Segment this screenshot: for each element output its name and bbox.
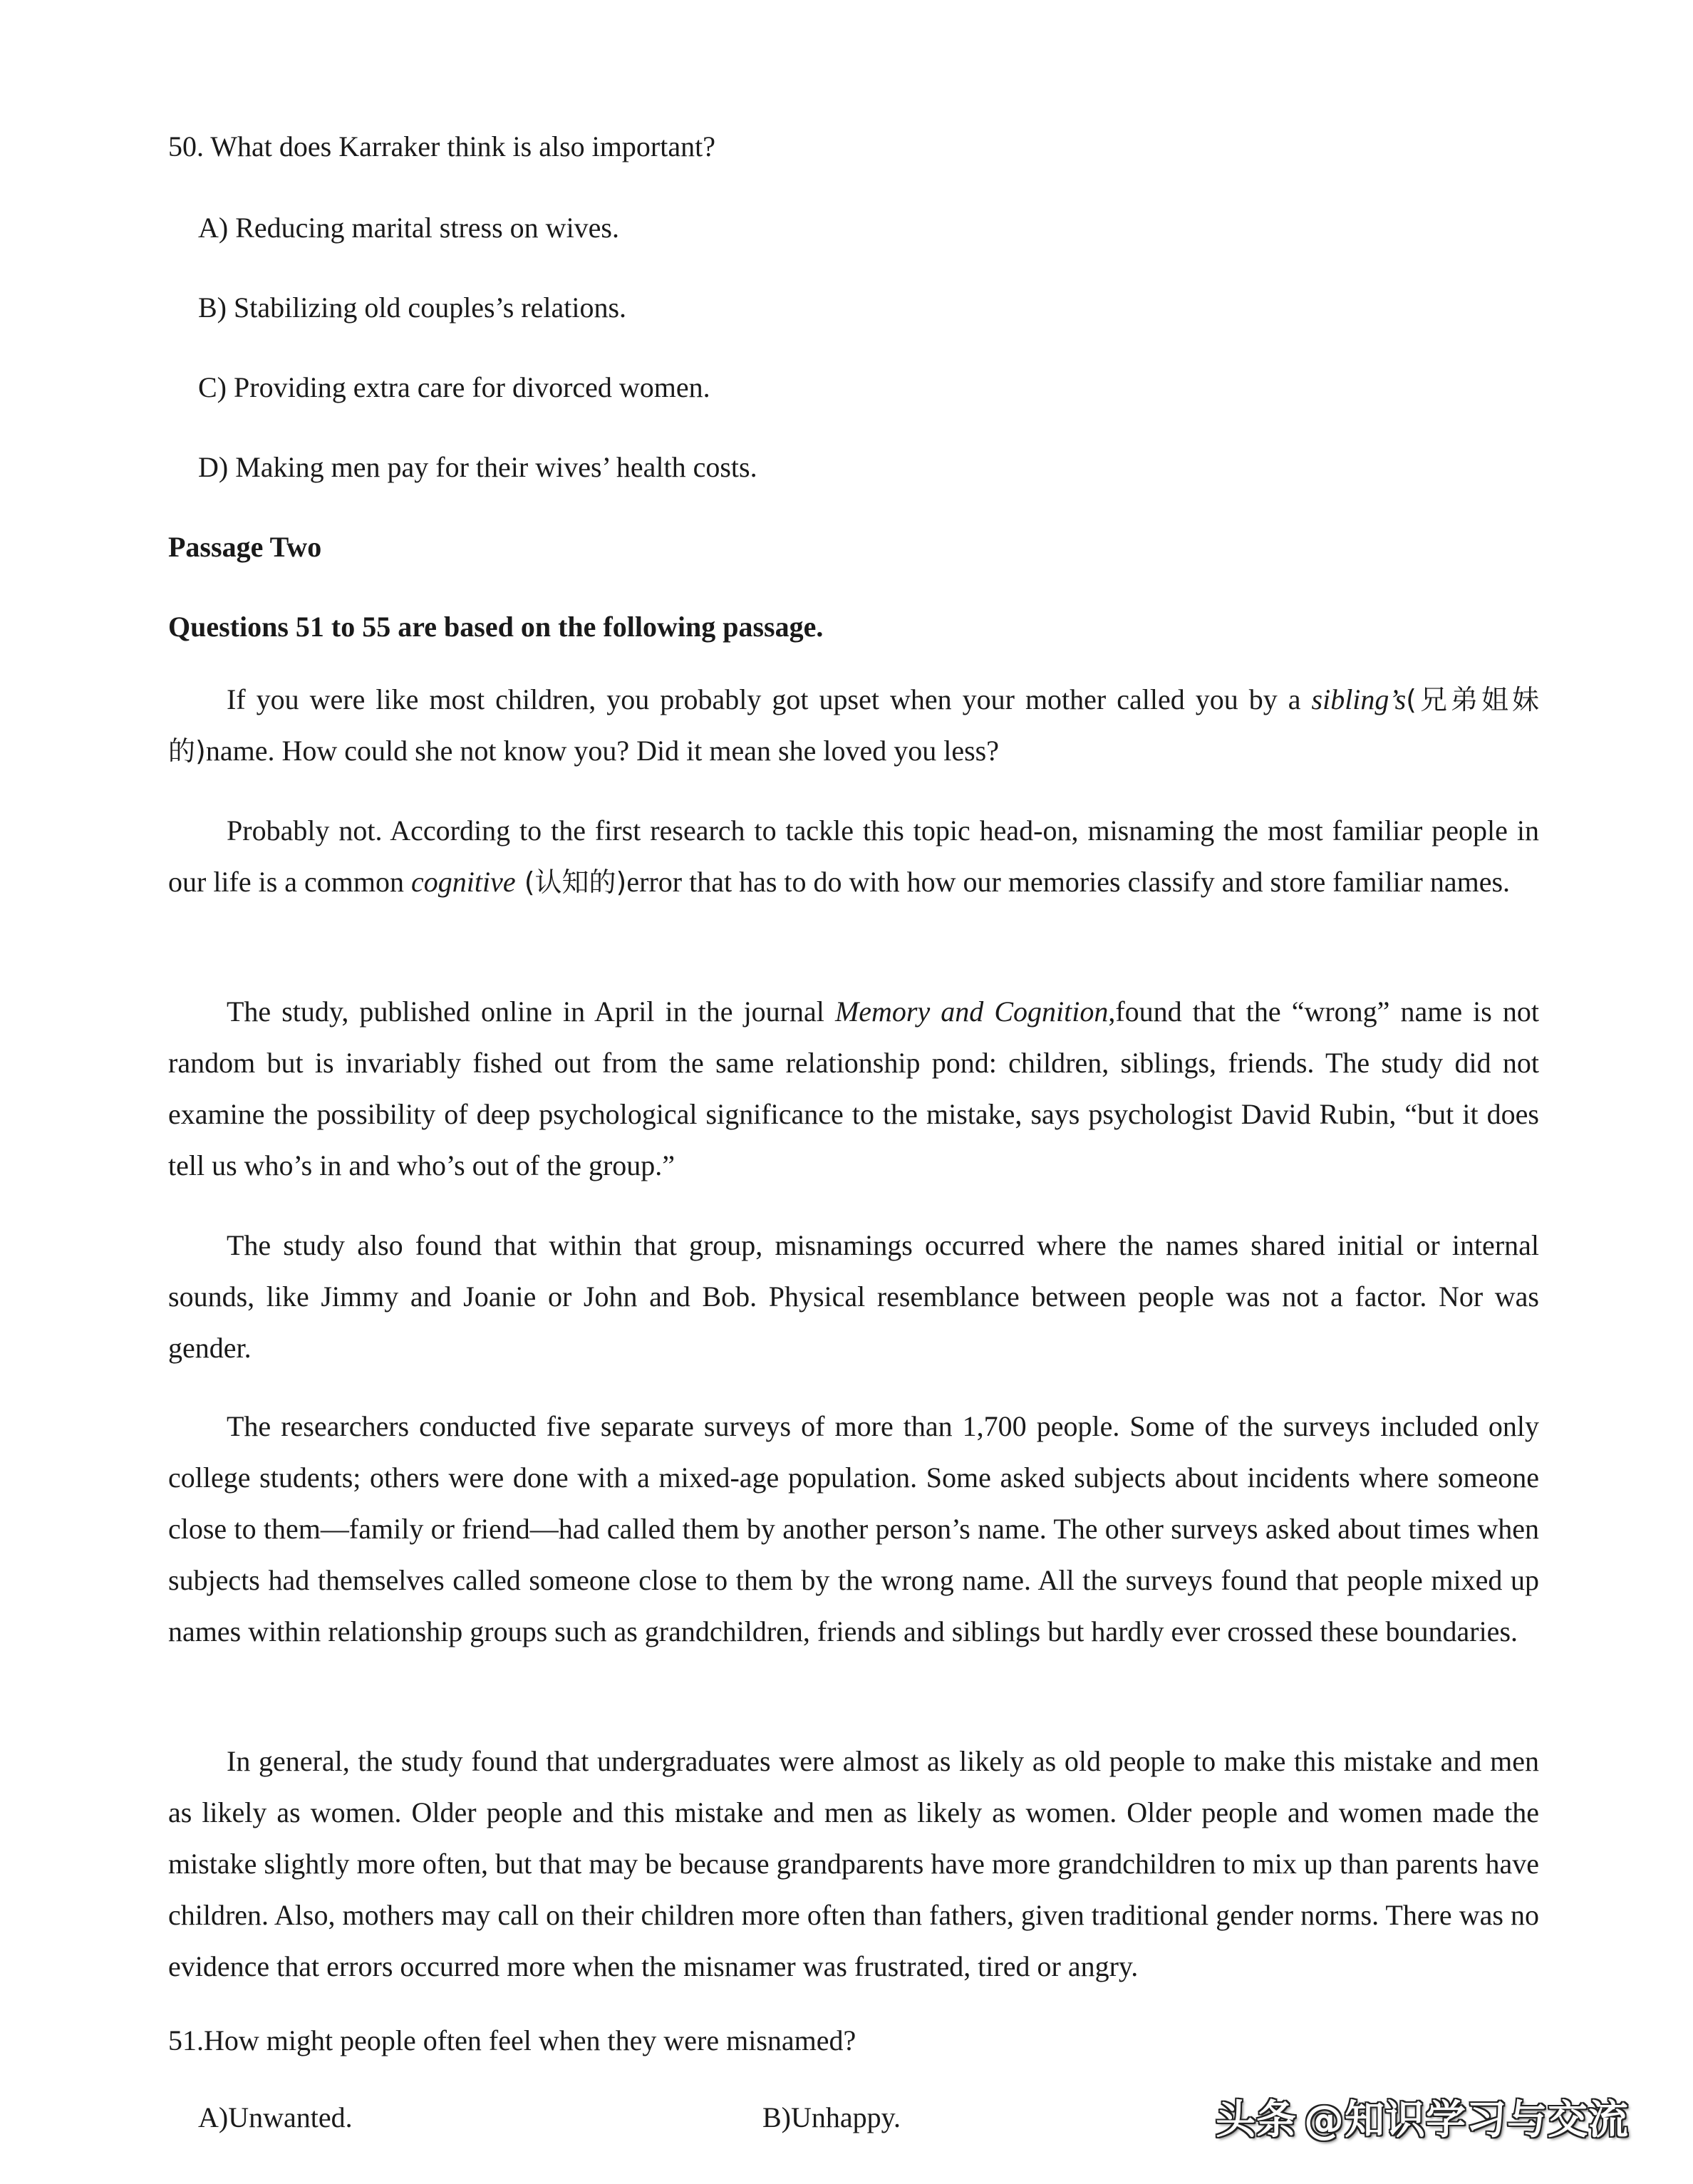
passage-instruction: Questions 51 to 55 are based on the following passage. xyxy=(168,611,824,643)
watermark-handle: @知识学习与交流 xyxy=(1304,2097,1629,2143)
paragraph-3-text-a: The study, published online in April in the journal xyxy=(227,995,835,1028)
question-50-option-d: D) Making men pay for their wives’ health costs. xyxy=(198,451,757,483)
passage-paragraph-1 xyxy=(168,674,1539,777)
passage-title: Passage Two xyxy=(168,531,322,563)
passage-paragraph-2 xyxy=(168,805,1539,908)
question-51-stem: 51.How might people often feel when they were misnamed? xyxy=(168,2024,856,2056)
paragraph-2-text-a: Probably not. According to the first research to tackle this topic head-on, misnaming the most familiar people in our life is a common xyxy=(168,814,1539,898)
paragraph-2-term: cognitive xyxy=(411,866,516,898)
passage-paragraph-6: In general, the study found that undergraduates were almost as likely as old people to make this mistake and men as likely as women. Older people and this mistake and men as likely as women. Older people and women made the mistake slightly more often, but that may be because grandparents have more grandchildren to mix up than parents have children. Also, mothers may call on their children more often than fathers, given traditional gender norms. There was no evidence that errors occurred more when the misnamer was frustrated, tired or angry. xyxy=(168,1745,1539,1982)
paragraph-1-gloss: (兄弟姐妹的) xyxy=(168,684,1540,767)
passage-paragraph-5: The researchers conducted five separate surveys of more than 1,700 people. Some of the surveys included only college students; others were done with a mixed-age population. Some asked subjects about incidents where someone close to them—family or friend—had called them by another person’s name. The other surveys asked about times when subjects had themselves called someone close to them by the wrong name. All the surveys found that people mixed up names within relationship groups such as grandchildren, friends and siblings but hardly ever crossed these boundaries. xyxy=(168,1410,1539,1647)
paragraph-3-journal: Memory and Cognition xyxy=(834,995,1109,1028)
paragraph-1-text-b: name. How could she not know you? Did it mean she loved you less? xyxy=(205,735,999,767)
question-50-option-b: B) Stabilizing old couples’s relations. xyxy=(198,291,627,324)
passage-paragraph-4: The study also found that within that group, misnamings occurred where the names shared initial or internal sounds, like Jimmy and Joanie or John and Bob. Physical resemblance between people was not a factor. Nor was gender. xyxy=(168,1229,1539,1364)
watermark xyxy=(1216,2088,1657,2146)
paragraph-3-text-b: ,found that the “wrong” name is not random but is invariably fished out from the same relationship pond: children, siblings, friends. The study did not examine the possibility of deep psychological significance to the mistake, says psychologist David Rubin, “but it does tell us who’s in and who’s out of the group.” xyxy=(168,995,1539,1181)
paragraph-2-gloss: (认知的) xyxy=(515,866,627,898)
paragraph-2-text-b: error that has to do with how our memories classify and store familiar names. xyxy=(626,866,1511,898)
paragraph-1-term: sibling’s xyxy=(1311,683,1407,715)
question-50-option-c: C) Providing extra care for divorced women. xyxy=(198,371,710,403)
passage-paragraph-3 xyxy=(168,986,1539,1191)
question-50-option-a: A) Reducing marital stress on wives. xyxy=(198,212,619,244)
question-50-stem: 50. What does Karraker think is also important? xyxy=(168,130,715,162)
question-51-option-b: B)Unhappy. xyxy=(762,2101,901,2133)
paragraph-1-text-a: If you were like most children, you probably got upset when your mother called you by a xyxy=(227,683,1312,715)
question-51-option-a: A)Unwanted. xyxy=(198,2101,353,2133)
watermark-source: 头条 xyxy=(1216,2097,1297,2143)
